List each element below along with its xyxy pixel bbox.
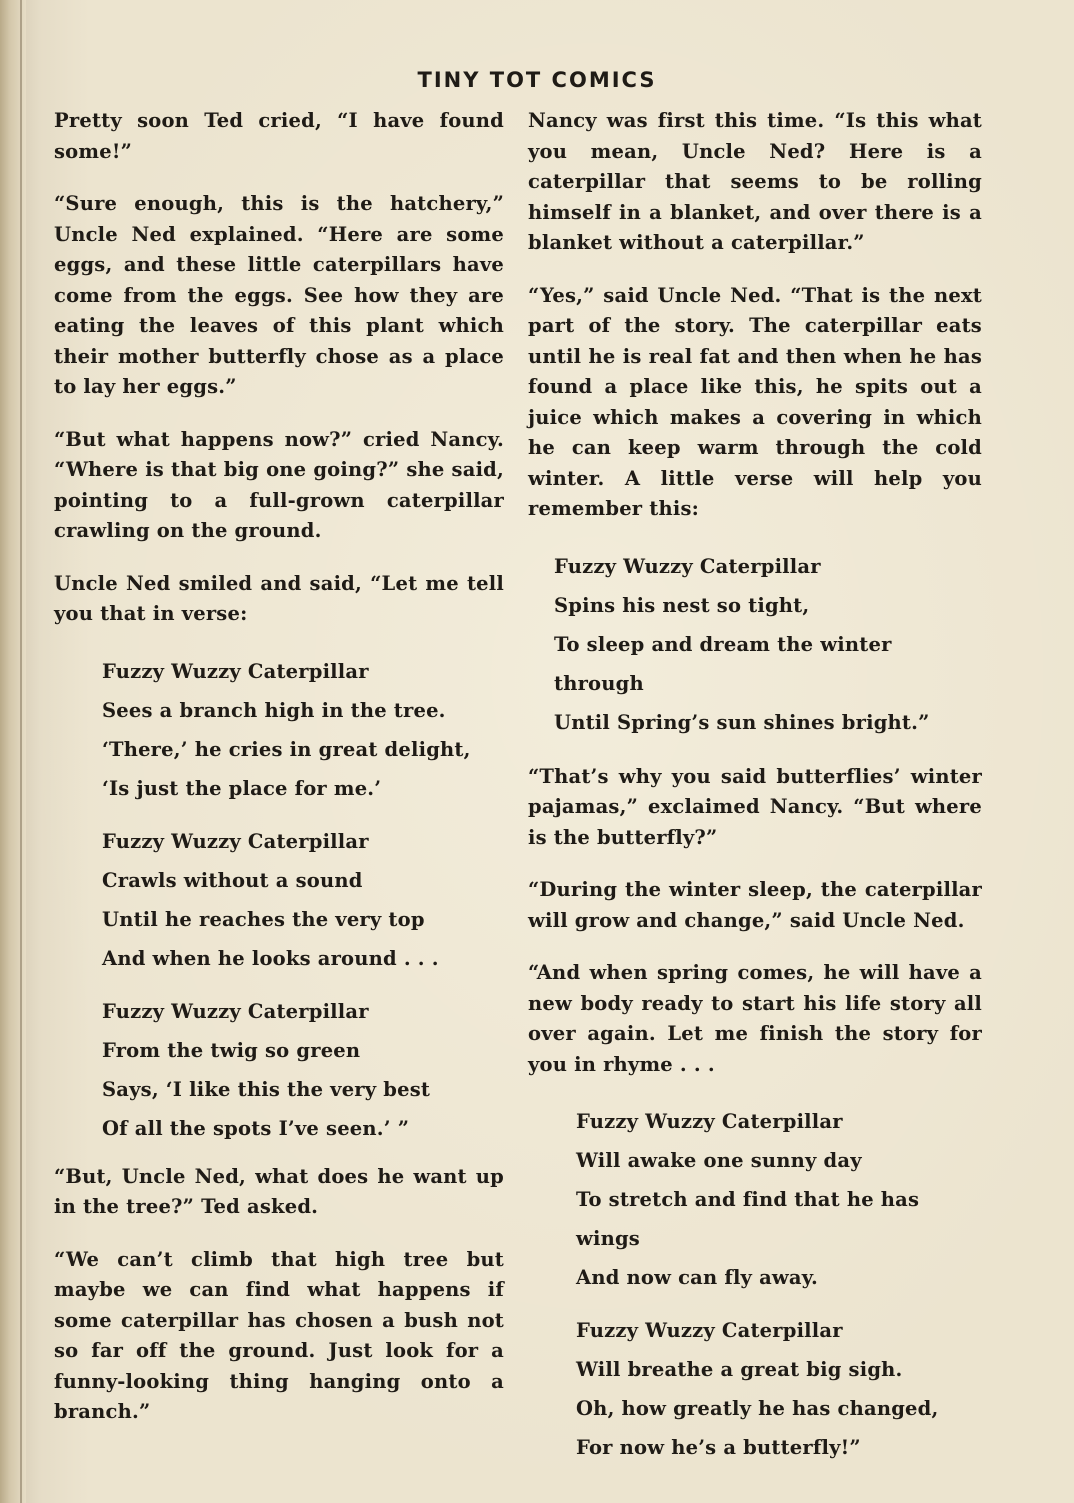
paragraph: “But, Uncle Ned, what does he want up in the tree?” Ted asked.	[54, 1164, 504, 1218]
right-column	[528, 106, 982, 1481]
verse-line: Until he reaches the very top	[102, 907, 425, 931]
verse-line: Says, ‘I like this the very best	[102, 1077, 431, 1101]
page-header: TINY TOT COMICS	[417, 68, 657, 92]
paragraph: “But what happens now?” cried Nancy. “Where is that big one going?” she said, pointing to a full-grown caterpillar crawling on the ground.	[54, 427, 504, 542]
verse-line: Fuzzy Wuzzy Caterpillar	[554, 554, 821, 578]
paragraph: “Sure enough, this is the hatchery,” Uncle Ned explained. “Here are some eggs, and these little caterpillars have come from the eggs. See how they are eating the leaves of this plant which their mother butterfly chose as a place to lay her eggs.”	[54, 192, 504, 398]
paragraph: “We can’t climb that high tree but maybe we can find what happens if some caterpillar has chosen a bush not so far off the ground. Just look for a funny-looking thing hanging onto a branch.”	[54, 1247, 504, 1423]
paragraph: “And when spring comes, he will have a new body ready to start his life story all over again. Let me finish the story for you in rhyme . . .	[528, 961, 982, 1076]
verse-line: From the twig so green	[102, 1038, 361, 1062]
verse-stanza	[576, 1311, 982, 1467]
verse-line: Will breathe a great big sigh.	[576, 1358, 903, 1381]
verse-line: ‘There,’ he cries in great delight,	[102, 737, 471, 761]
verse-line: Of all the spots I’ve seen.’ ”	[102, 1116, 410, 1140]
verse-line: Fuzzy Wuzzy Caterpillar	[576, 1110, 843, 1133]
verse-line: Fuzzy Wuzzy Caterpillar	[576, 1319, 843, 1342]
verse-line: Fuzzy Wuzzy Caterpillar	[102, 829, 369, 853]
paragraph: Uncle Ned smiled and said, “Let me tell you that in verse:	[54, 571, 504, 625]
verse-line: Will awake one sunny day	[576, 1149, 862, 1172]
verse-line: For now he’s a butterfly!”	[576, 1436, 861, 1459]
page-gutter	[0, 0, 26, 1503]
verse-stanza	[102, 822, 504, 978]
verse-line: Fuzzy Wuzzy Caterpillar	[102, 999, 369, 1023]
paragraph: Pretty soon Ted cried, “I have found some!”	[54, 109, 504, 163]
paragraph: “That’s why you said butterflies’ winter pajamas,” exclaimed Nancy. “But where is the butterfly?”	[528, 764, 982, 849]
verse-stanza	[554, 547, 982, 742]
verse-line: Oh, how greatly he has changed,	[576, 1397, 939, 1420]
verse-line: And when he looks around . . .	[102, 946, 439, 970]
verse-line: Fuzzy Wuzzy Caterpillar	[102, 659, 369, 683]
verse-line: To stretch and find that he has wings	[576, 1188, 920, 1250]
verse-line: Spins his nest so tight,	[554, 593, 810, 617]
verse-line: To sleep and dream the winter through	[554, 632, 892, 695]
verse-line: Until Spring’s sun shines bright.”	[554, 710, 930, 734]
verse-line: Crawls without a sound	[102, 868, 363, 892]
verse-stanza	[102, 992, 504, 1148]
verse-line: Sees a branch high in the tree.	[102, 698, 446, 722]
paragraph: Nancy was first this time. “Is this what you mean, Uncle Ned? Here is a caterpillar that seems to be rolling himself in a blanket, and over there is a blanket without a caterpillar.”	[528, 109, 982, 254]
paragraph: “Yes,” said Uncle Ned. “That is the next part of the story. The caterpillar eats until he is real fat and then when he has found a place like this, he spits out a juice which makes a covering in which he can keep warm through the cold winter. A little verse will help you remember this:	[528, 283, 982, 520]
left-column	[54, 106, 504, 1450]
verse-line: And now can fly away.	[576, 1266, 819, 1289]
gutter-line	[20, 0, 22, 1503]
paragraph: “During the winter sleep, the caterpillar will grow and change,” said Uncle Ned.	[528, 878, 982, 932]
verse-stanza	[102, 652, 504, 808]
verse-stanza	[576, 1102, 982, 1297]
verse-line: ‘Is just the place for me.’	[102, 776, 382, 800]
